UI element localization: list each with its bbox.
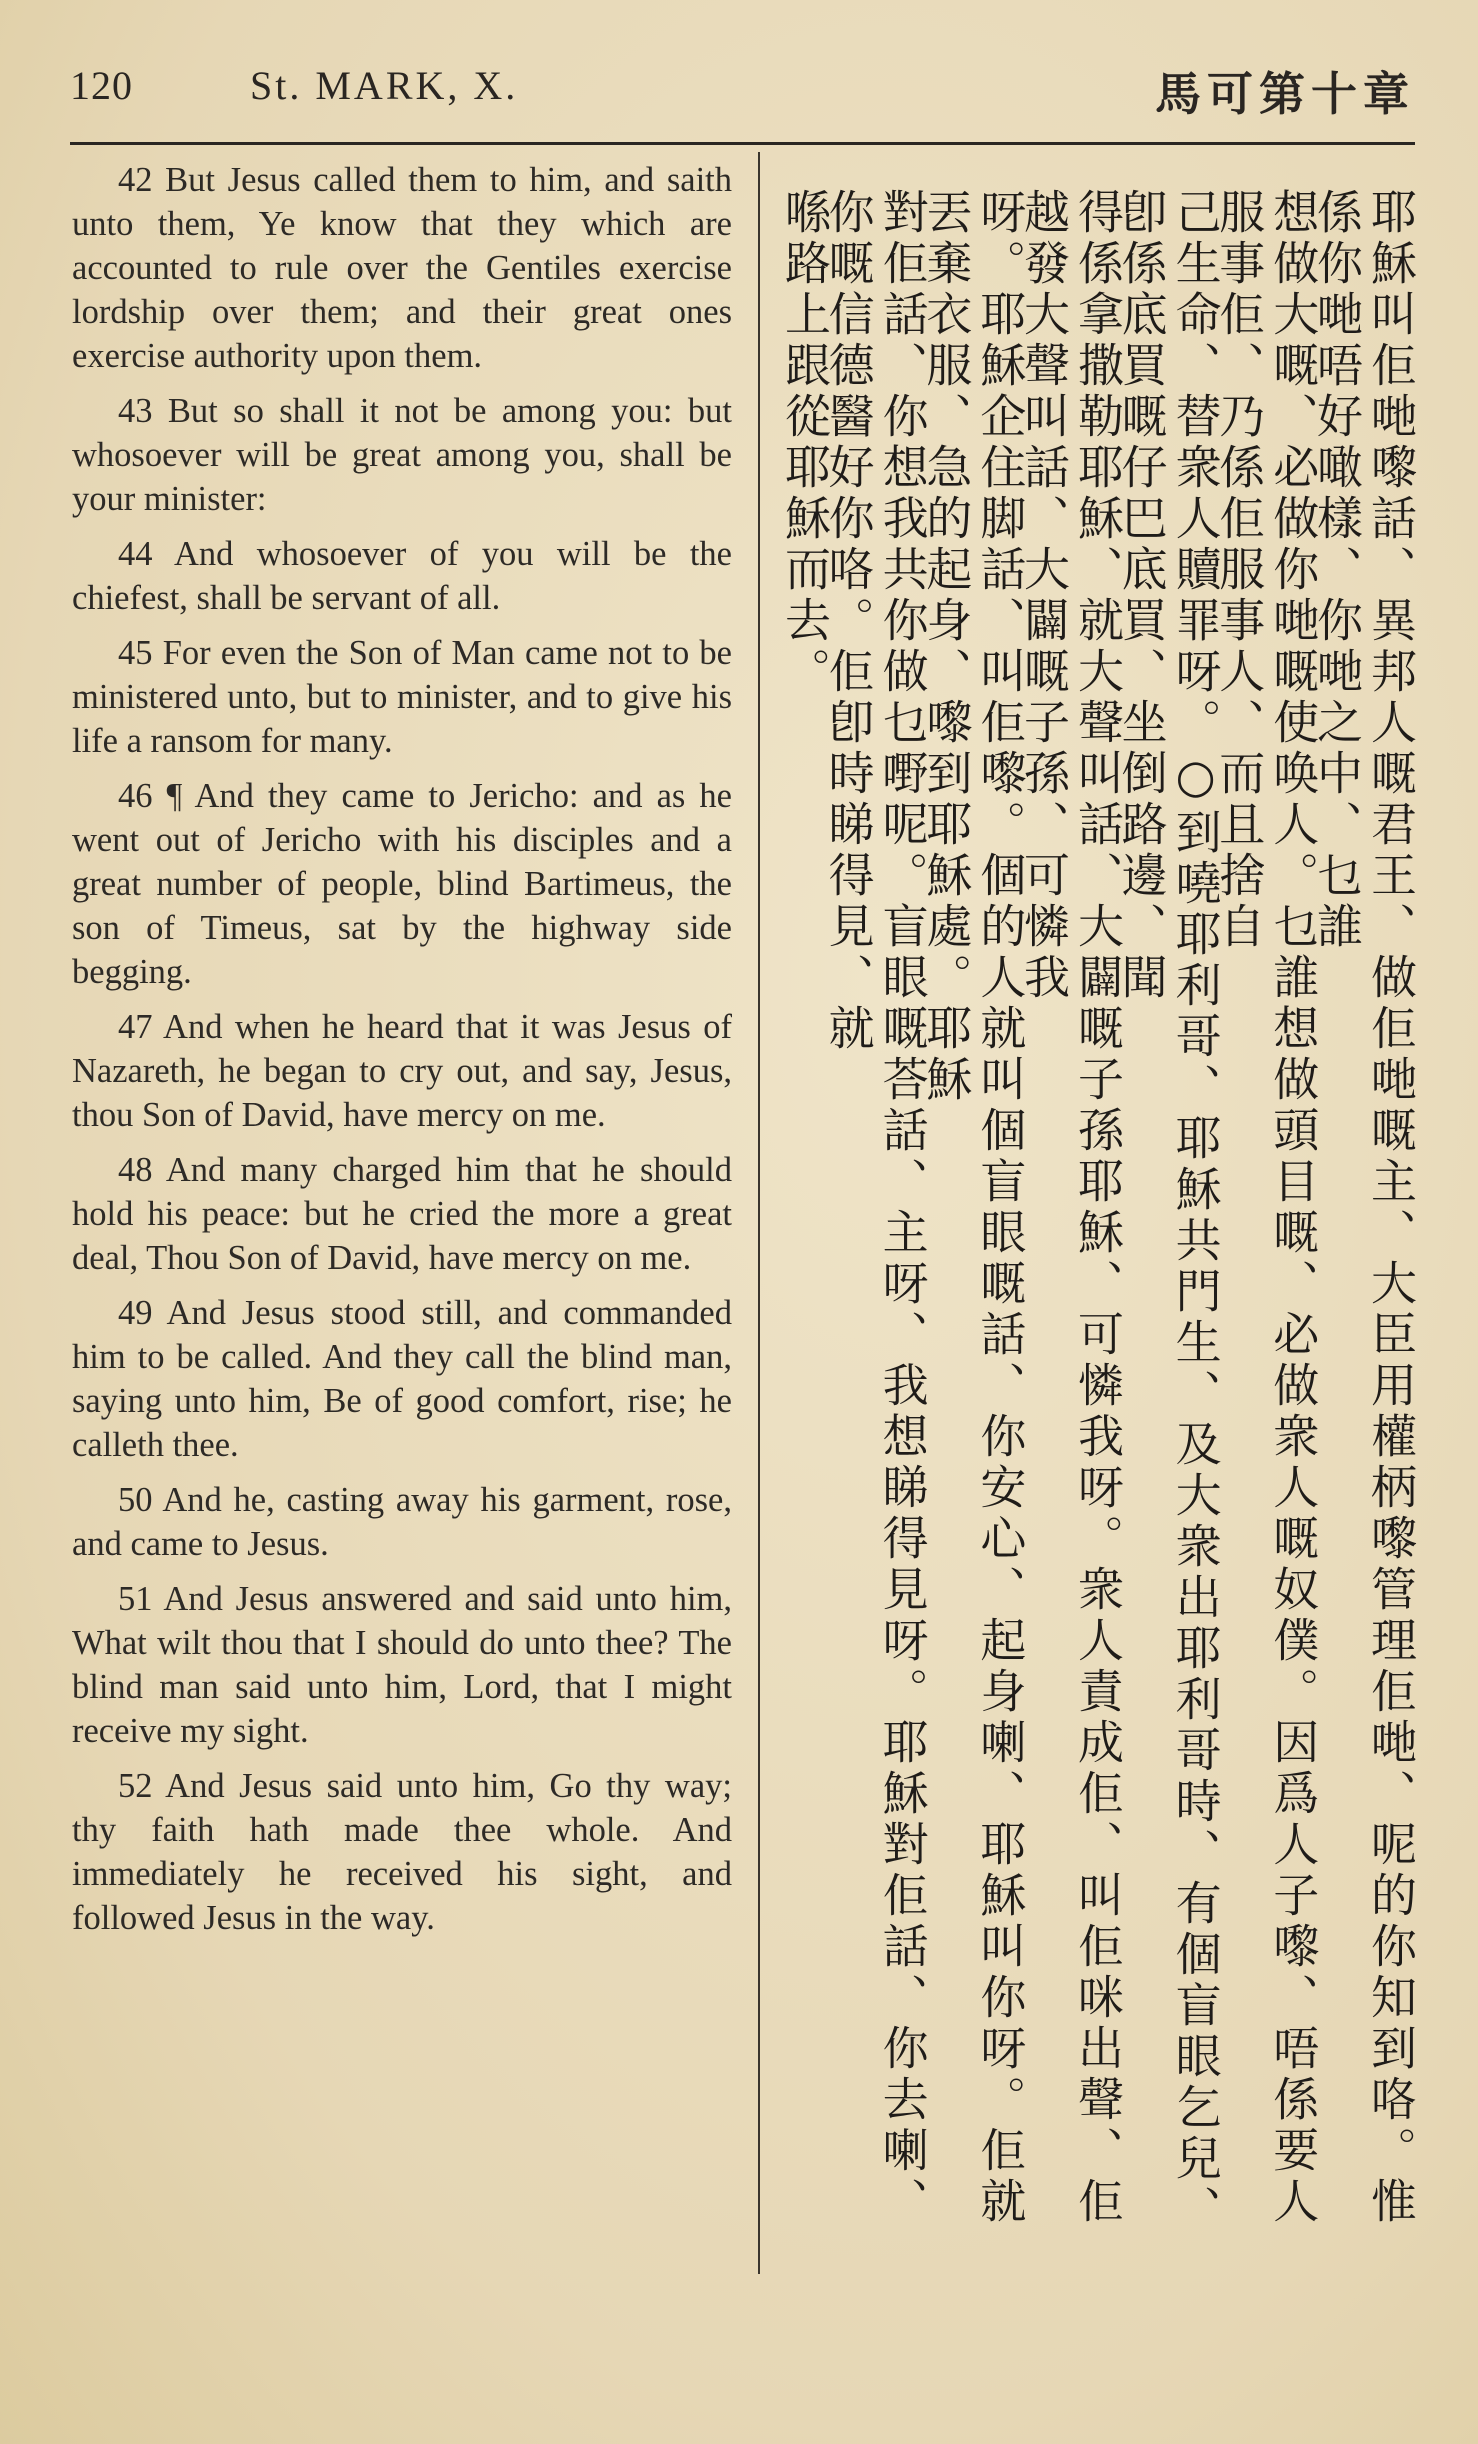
column-divider [758, 152, 760, 2274]
chinese-line-2: 想做大嘅、必做你哋嘅使唤人。乜誰想做頭目嘅、必做衆人嘅奴僕。因爲人子嚟、唔係要人服事佢、乃係佢服事人、而且捨自 [1212, 188, 1321, 2228]
english-column [72, 158, 732, 1951]
header-rule [70, 142, 1415, 145]
chinese-line-6: 對佢話、你想我共你做乜嘢呢。盲眼嘅荅話、主呀、我想睇得見呀。耶穌對佢話、你去喇、你嘅信德醫好你咯。佢卽時睇得見、就 [821, 188, 930, 2228]
verse-50: 50 And he, casting away his garment, rose, and came to Jesus. [72, 1481, 732, 1563]
chinese-chapter-title: 馬可第十章 [1155, 67, 1415, 121]
verse-42: 42 But Jesus called them to him, and saith unto them, Ye know that they which are accounted to rule over the Gentiles exercise lordship over them; and their great ones exercise authority upon them. [72, 161, 732, 375]
page-number: 120 [70, 63, 133, 108]
chinese-line-5: 呀。耶穌企住脚話、叫佢嚟。個的人就叫個盲眼嘅話、你安心、起身喇、耶穌叫你呀。佢就丟棄衣服、急的起身、嚟到耶穌處。耶穌 [919, 188, 1028, 2228]
chinese-column [778, 188, 1418, 2268]
verse-49: 49 And Jesus stood still, and commanded him to be called. And they call the blind man, saying unto him, Be of good comfort, rise; he calleth thee. [72, 1294, 732, 1464]
chinese-line-3: 己生命、替衆人贖罪呀。○到嘵耶利哥、耶穌共門生、及大衆出耶利哥時、有個盲眼乞兒、卽係底買嘅仔巴底買、坐倒路邊、聞 [1114, 188, 1223, 2236]
verse-51: 51 And Jesus answered and said unto him, What wilt thou that I should do unto thee? The blind man said unto him, Lord, that I might receive my sight. [72, 1580, 732, 1750]
chinese-line-4: 得係拿撒勒耶穌、就大聲叫話、大闢嘅子孫耶穌、可憐我呀。衆人責成佢、叫佢咪出聲、佢越發大聲叫話、大闢嘅子孫、可憐我 [1016, 188, 1125, 2228]
page-header [70, 62, 1415, 142]
chinese-line-1: 耶穌叫佢哋嚟話、異邦人嘅君王、做佢哋嘅主、大臣用權柄嚟管理佢哋、呢的你知到咯。惟係你哋唔好噉樣、你哋之中、乜誰 [1309, 188, 1418, 2228]
verse-45: 45 For even the Son of Man came not to be ministered unto, but to minister, and to give his life a ransom for many. [72, 634, 732, 760]
verse-43: 43 But so shall it not be among you: but whosoever will be great among you, shall be your minister: [72, 392, 732, 518]
running-title: St. MARK, X. [250, 63, 519, 108]
verse-52: 52 And Jesus said unto him, Go thy way; thy faith hath made thee whole. And immediately he received his sight, and followed Jesus in the way. [72, 1767, 732, 1937]
verse-47: 47 And when he heard that it was Jesus of Nazareth, he began to cry out, and say, Jesus, thou Son of David, have mercy on me. [72, 1008, 732, 1134]
verse-48: 48 And many charged him that he should hold his peace: but he cried the more a great deal, Thou Son of David, have mercy on me. [72, 1151, 732, 1277]
verse-44: 44 And whosoever of you will be the chiefest, shall be servant of all. [72, 535, 732, 617]
verse-46: 46 ¶ And they came to Jericho: and as he went out of Jericho with his disciples and a great number of people, blind Bartimeus, the son of Timeus, sat by the highway side begging. [72, 777, 732, 991]
chinese-line-7: 喺路上跟從耶穌而去。 [778, 188, 832, 698]
